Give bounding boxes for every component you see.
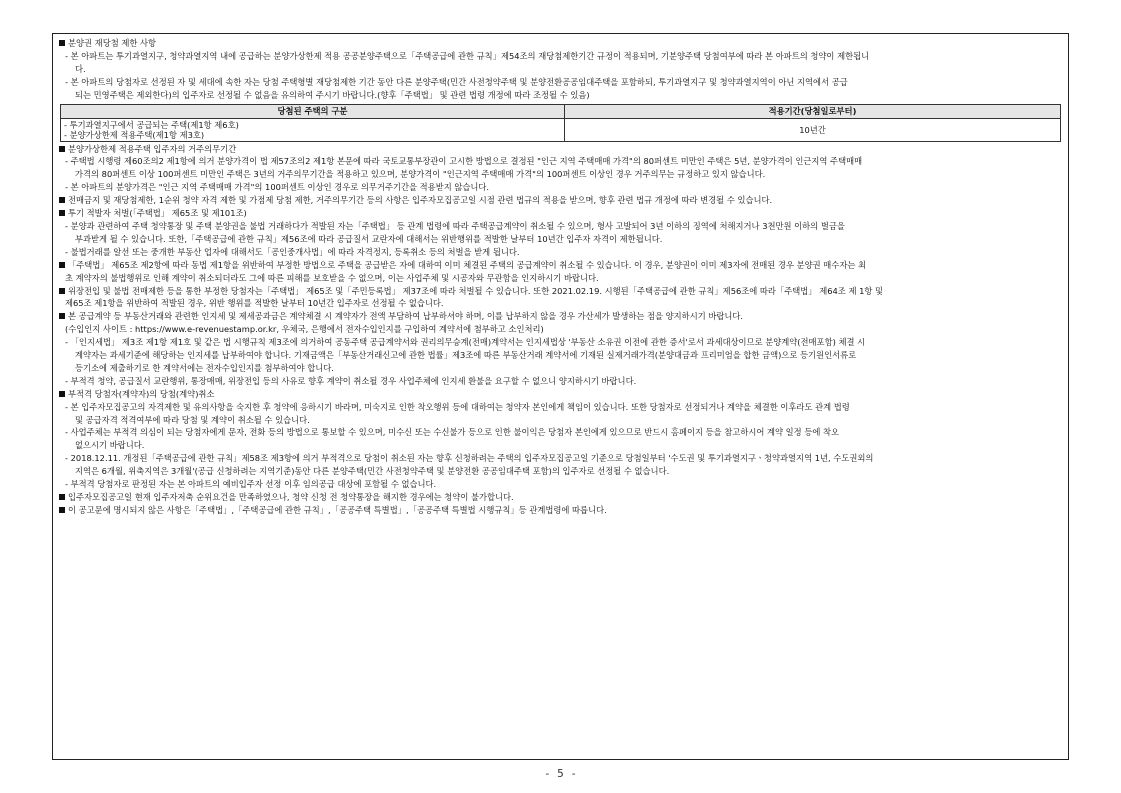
section-heading: 부적격 당첨자(계약자)의 당첨(계약)취소 [59,388,1063,401]
text-line: - 부적격 당첨자로 판정된 자는 본 아파트의 예비입주자 선정 이후 임의공급 대상에 포함될 수 없습니다. [65,479,437,490]
table-cell-category: - 투기과열지구에서 공급되는 주택(제1항 제6호) - 분양가상한제 적용주택(제1항 제3호) [61,118,565,141]
table-row [61,118,1061,141]
section-heading: 위장전입 및 불법 전매제한 등을 통한 부정한 당첨자는「주택법」 제65조 및「주민등록법」 제37조에 따라 처벌될 수 있습니다. 또한 2021.02.19. 시행된「주택공급에 관한 규칙」제56조에 따라「주택법」 제64조 제 1항 및 [59,285,1063,298]
square-bullet-icon [59,262,65,268]
section-heading: 분양가상한제 적용주택 입주자의 거주의무기간 [59,143,1063,156]
section-heading: 투기 적발자 처벌(「주택법」 제65조 및 제101조) [59,207,1063,220]
text-line: - 2018.12.11. 개정된「주택공급에 관한 규칙」제58조 제3항에 의거 부적격으로 당첨이 취소된 자는 향후 신청하려는 주택의 입주자모집공고일 기준으로 당첨일부터 '수도권 및 투기과열지구ㆍ청약과열지역 1년, 수도권외의 [65,453,874,464]
square-bullet-icon [59,507,65,513]
square-bullet-icon [59,288,65,294]
square-bullet-icon [59,494,65,500]
text-line: - 본 아파트의 당첨자로 선정된 자 및 세대에 속한 자는 당첨 주택형별 재당첨제한 기간 동안 다른 분양주택(민간 사전청약주택 및 분양전환공공임대주택을 포함하되, 투기과열지구 및 청약과열지역이 아닌 지역에서 공급 [65,76,848,87]
square-bullet-icon [59,210,65,216]
section-heading: 입주자모집공고일 현재 입주자저축 순위요건을 만족하였으나, 청약 신청 전 청약통장을 해지한 경우에는 청약이 불가합니다. [59,491,1063,504]
text-line: - 불법거래를 알선 또는 중개한 부동산 업자에 대해서도「공인중개사법」에 따라 자격정지, 등록취소 등의 처벌을 받게 됩니다. [65,246,520,257]
text-line: 되는 민영주택은 제외한다)의 입주자로 선정될 수 없음을 유의하여 주시기 바랍니다.(향후「주택법」 및 관련 법령 개정에 따라 조정될 수 있음) [75,89,590,100]
text-line: - 주택법 시행령 제60조의2 제1항에 의거 분양가격이 법 제57조의2 제1항 본문에 따라 국토교통부장관이 고시한 방법으로 결정된 "인근 지역 주택매매 가격"의 80퍼센트 미만인 주택은 5년, 분양가격이 인근지역 주택매매 [65,156,863,167]
text-line: - 본 아파트의 분양가격은 "인근 지역 주택매매 가격"의 100퍼센트 이상인 경우로 의무거주기간을 적용받지 않습니다. [65,182,490,193]
text-line: 등기소에 제출하기로 한 계약서에는 전자수입인지를 첨부하여야 합니다. [75,362,334,373]
text-line: 다. [75,63,86,74]
page-number: - 5 - [543,767,578,780]
rewinning-table [60,104,1061,142]
square-bullet-icon [59,313,65,319]
text-line: - 사업주체는 부적격 의심이 되는 당첨자에게 문자, 전화 등의 방법으로 통보할 수 있으며, 미수신 또는 수신불가 등으로 인한 불이익은 당첨자 본인에게 있으므로 반드시 홈페이지 등을 참고하시어 계약 일정 등에 착오 [65,427,840,438]
section-heading: 이 공고문에 명시되지 않은 사항은「주택법」,「주택공급에 관한 규칙」,「공공주택 특별법」,「공공주택 특별법 시행규칙」등 관계법령에 따릅니다. [59,504,1063,517]
text-line: - 부적격 청약, 공급질서 교란행위, 통장매매, 위장전입 등의 사유로 향후 계약이 취소될 경우 사업주체에 인지세 환불을 요구할 수 없으니 양지하시기 바랍니다. [65,375,637,386]
text-line: - 본 입주자모집공고의 자격제한 및 유의사항을 숙지한 후 청약에 응하시기 바라며, 미숙지로 인한 착오행위 등에 대하여는 청약자 본인에게 책임이 있습니다. 또한 당첨자로 선정되거나 계약을 체결한 이후라도 관계 법령 [65,401,850,412]
table-header-period: 적용기간(당첨일로부터) [565,104,1061,118]
table-header-category: 당첨된 주택의 구분 [61,104,565,118]
document-frame [52,33,1069,760]
table-header-row [61,104,1061,118]
text-line: 가격의 80퍼센트 이상 100퍼센트 미만인 주택은 3년의 거주의무기간을 적용하고 있으며, 분양가격이 "인근지역 주택매매 가격"의 100퍼센트 이상인 경우 거주의무는 규정하고 있지 않습니다. [75,169,766,180]
text-line: - 분양과 관련하여 주택 청약통장 및 주택 분양권을 불법 거래하다가 적발된 자는「주택법」 등 관계 법령에 따라 주택공급계약이 취소될 수 있으며, 형사 고발되어 3년 이하의 징역에 처해지거나 3천만원 이하의 벌금을 [65,220,845,231]
square-bullet-icon [59,146,65,152]
square-bullet-icon [59,40,65,46]
text-line: 및 공급자격 적격여부에 따라 당첨 및 계약이 취소될 수 있습니다. [75,414,310,425]
section-heading: 전매금지 및 재당첨제한, 1순위 청약 자격 제한 및 가점제 당첨 제한, 거주의무기간 등의 사항은 입주자모집공고일 시점 관련 법규의 적용을 받으며, 향후 관련 법규 개정에 따라 변경될 수 있습니다. [59,194,1063,207]
text-line: 지역은 6개월, 위축지역은 3개월'(공급 신청하려는 지역기준)동안 다른 분양주택(민간 사전청약주택 및 분양전환 공공임대주택 포함)의 입주자로 선정될 수 없습니다. [75,466,670,477]
text-line: - 본 아파트는 투기과열지구, 청약과열지역 내에 공급하는 분양가상한제 적용 공공분양주택으로「주택공급에 관한 규칙」제54조의 재당첨제한기간 규정이 적용되며, 기분양주택 당첨여부에 따라 본 아파트의 청약이 제한됩니 [65,50,870,61]
text-line: - 「인지세법」 제3조 제1항 제1호 및 같은 법 시행규칙 제3조에 의거하여 공동주택 공급계약서와 권리의무승계(전매)계약서는 인지세법상 '부동산 소유권 이전에 관한 증서'로서 과세대상이므로 분양계약(전매포함) 체결 시 [65,337,866,348]
table-cell-period: 10년간 [565,118,1061,141]
text-line: 부과받게 될 수 있습니다. 또한,「주택공급에 관한 규칙」제56조에 따라 공급질서 교란자에 대해서는 위반행위를 적발한 날부터 10년간 입주자 자격이 제한됩니다. [75,233,663,244]
square-bullet-icon [59,391,65,397]
section-heading: 분양권 재당첨 제한 사항 [59,37,1063,50]
square-bullet-icon [59,197,65,203]
section-heading: 「주택법」 제65조 제2항에 따라 동법 제1항을 위반하여 부정한 방법으로 주택을 공급받은 자에 대하여 이미 체결된 주택의 공급계약이 취소될 수 있습니다. 이 경우, 분양권이 이미 제3자에 전매된 경우 분양권 매수자는 최 [59,259,1063,272]
text-line: 없으시기 바랍니다. [75,440,145,451]
text-line: 초 계약자의 불법행위로 인해 계약이 취소되더라도 그에 따른 피해를 보호받을 수 없으며, 이는 사업주체 및 시공자와 무관함을 인지하시기 바랍니다. [65,272,599,283]
section-heading: 본 공급계약 등 부동산거래와 관련한 인지세 및 제세공과금은 계약체결 시 계약자가 전액 부담하여 납부하셔야 하며, 이를 납부하지 않을 경우 가산세가 발생하는 점을 양지하시기 바랍니다. [59,310,1063,323]
text-line: 계약자는 과세기준에 해당하는 인지세를 납부하여야 합니다. 기재금액은「부동산거래신고에 관한 법률」제3조에 따른 부동산거래 계약서에 기재된 실제거래가격(분양대금과 프리미엄을 합한 금액)으로 등기원인서류로 [75,350,857,361]
text-line: (수입인지 사이트 : https://www.e-revenuestamp.or.kr, 우체국, 은행에서 전자수입인지를 구입하여 계약서에 첨부하고 소인처리) [65,324,544,335]
text-line: 제65조 제1항을 위반하여 적발된 경우, 위반 행위를 적발한 날부터 10년간 입주자로 선정될 수 없습니다. [65,298,444,309]
